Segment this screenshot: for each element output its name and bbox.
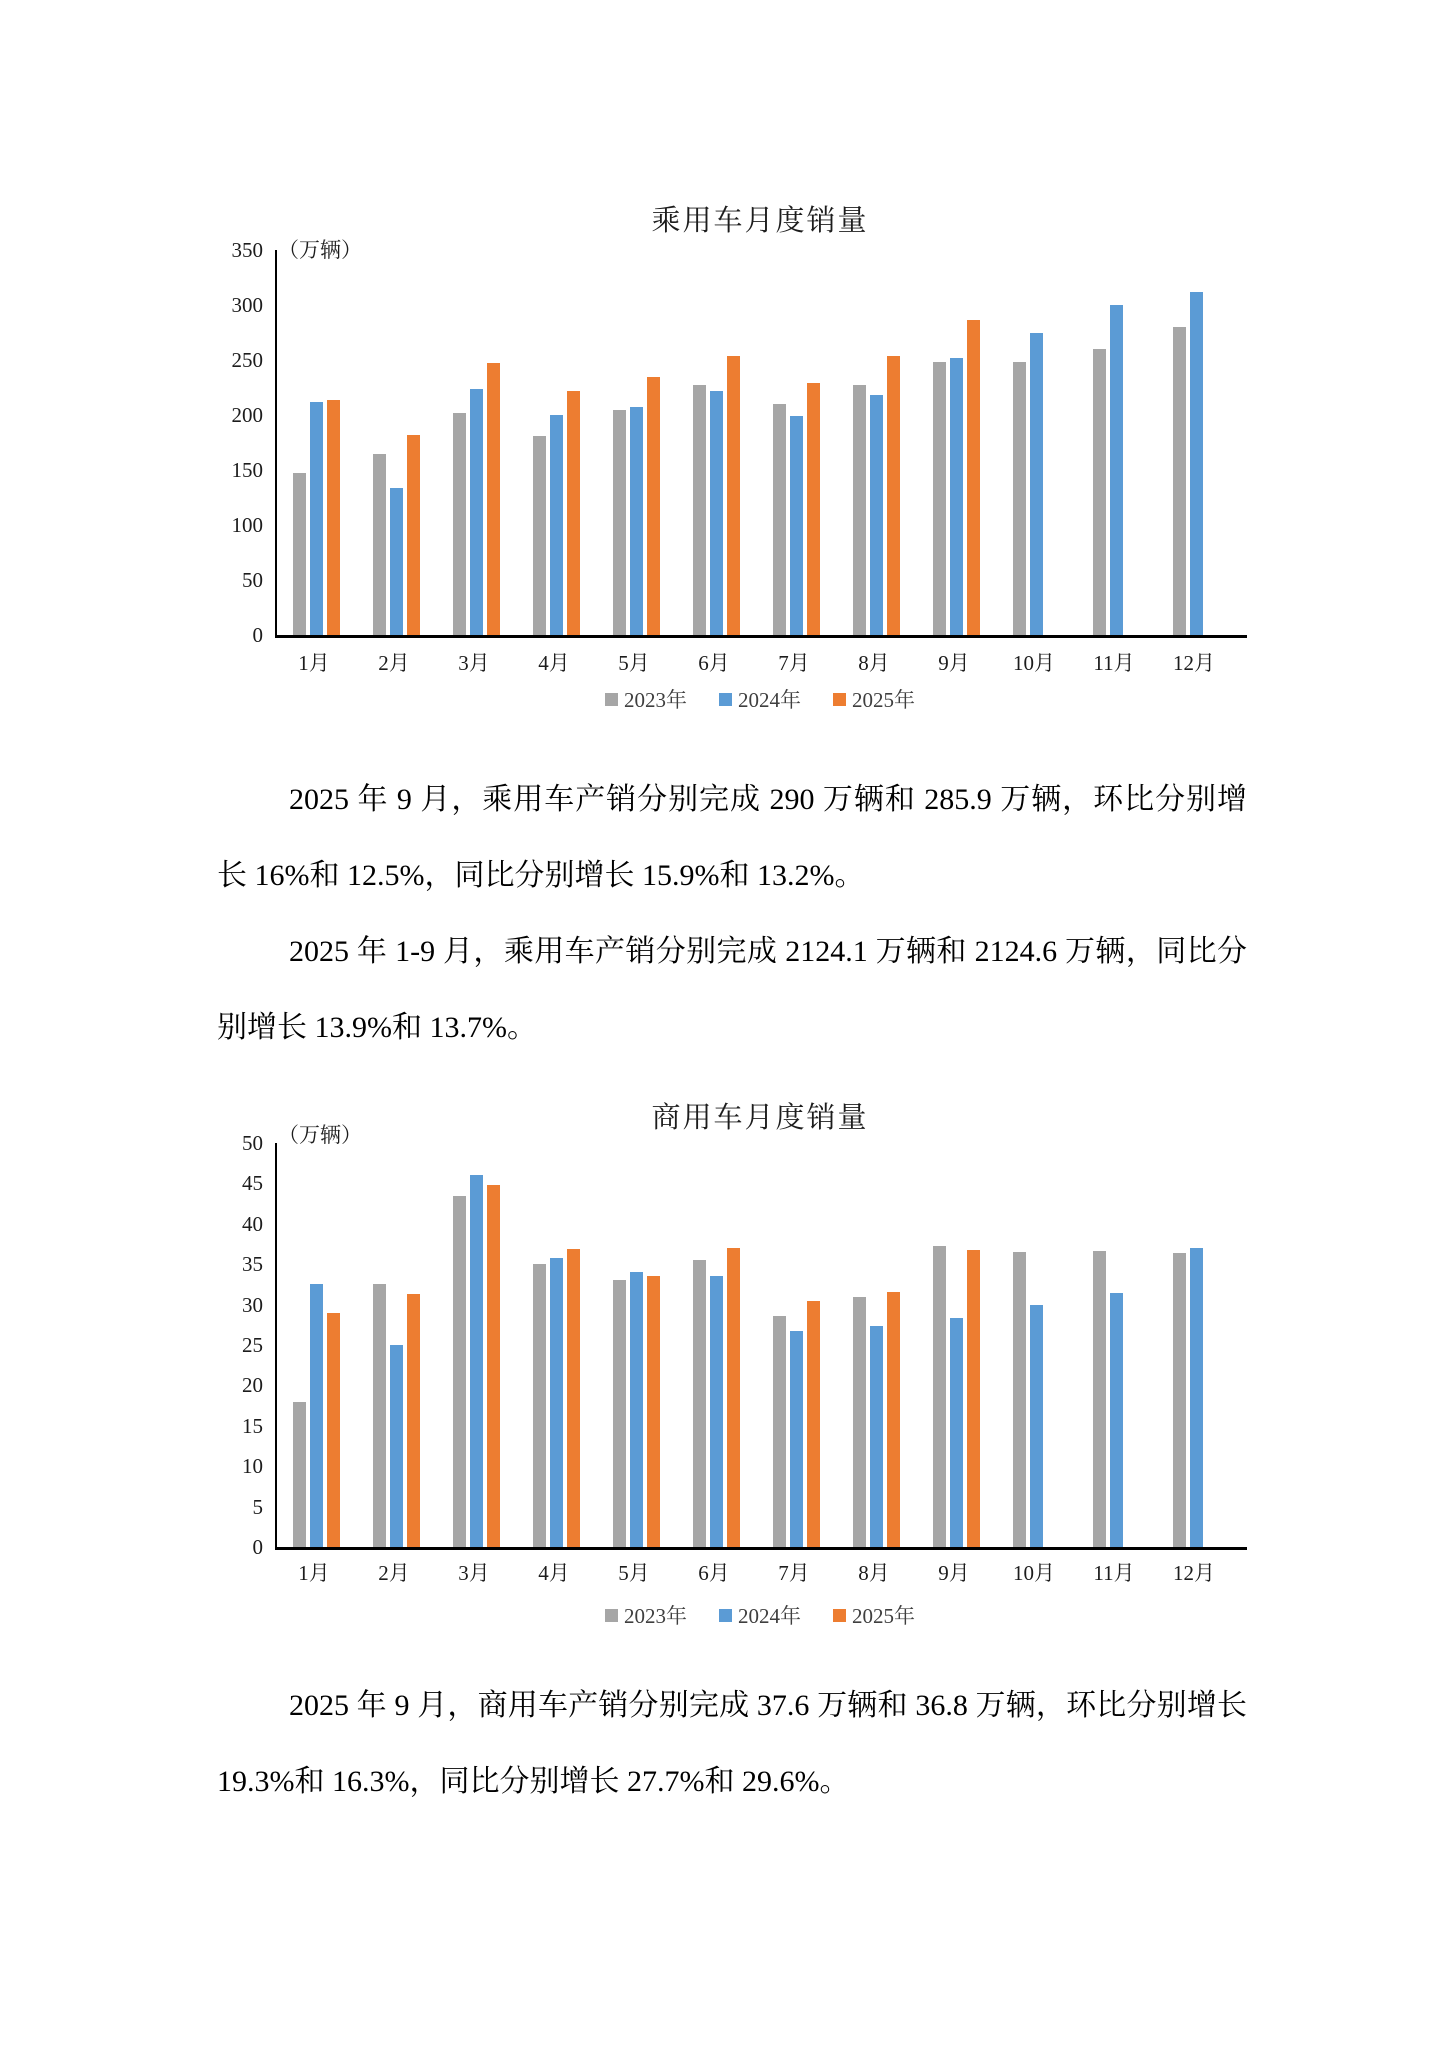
- x-tick-label: 3月: [458, 1561, 490, 1585]
- legend-swatch: [605, 693, 618, 706]
- bar-2025年-4月: [567, 1249, 580, 1547]
- bar-2025年-8月: [887, 1292, 900, 1547]
- bar-2025年-5月: [647, 377, 660, 636]
- y-tick-label: 0: [252, 623, 263, 647]
- x-tick-label: 5月: [618, 651, 650, 675]
- x-tick-label: 6月: [698, 1561, 730, 1585]
- legend-swatch: [719, 693, 732, 706]
- y-tick-label: 10: [242, 1454, 263, 1479]
- chart-legend: [275, 1600, 1245, 1630]
- bar-2024年-8月: [870, 395, 883, 635]
- bar-2025年-2月: [407, 435, 420, 635]
- bar-2024年-5月: [630, 407, 643, 635]
- x-tick-label: 6月: [698, 651, 730, 675]
- y-tick-label: 25: [242, 1333, 263, 1357]
- bar-2025年-6月: [727, 356, 740, 635]
- paragraph-commercial-month: 2025 年 9 月，商用车产销分别完成 37.6 万辆和 36.8 万辆，环比分别增长 19.3%和 16.3%，同比分别增长 27.7%和 29.6%。: [217, 1689, 1247, 1798]
- bar-2025年-7月: [807, 383, 820, 635]
- x-tick-label: 12月: [1173, 1561, 1215, 1585]
- bar-2024年-4月: [550, 1258, 563, 1547]
- bar-2024年-12月: [1190, 292, 1203, 635]
- bar-2023年-12月: [1173, 327, 1186, 635]
- paragraph-passenger-month: 2025 年 9 月，乘用车产销分别完成 290 万辆和 285.9 万辆，环比分别增长 16%和 12.5%，同比分别增长 15.9%和 13.2%。: [217, 783, 1247, 892]
- bar-2023年-12月: [1173, 1253, 1186, 1547]
- bar-2024年-2月: [390, 488, 403, 635]
- y-tick-label: 50: [242, 1131, 263, 1155]
- bar-2023年-2月: [373, 1284, 386, 1547]
- bar-2024年-9月: [950, 1318, 963, 1548]
- bar-2024年-4月: [550, 415, 563, 635]
- bar-2024年-3月: [470, 389, 483, 635]
- bar-2023年-10月: [1013, 362, 1026, 635]
- chart-title: 乘用车月度销量: [651, 205, 869, 237]
- legend-swatch: [605, 1609, 618, 1622]
- chart-legend: [275, 684, 1245, 714]
- bar-2023年-8月: [853, 385, 866, 635]
- bar-2023年-9月: [933, 1246, 946, 1547]
- y-tick-label: 150: [231, 458, 263, 482]
- bar-2024年-11月: [1110, 1293, 1123, 1548]
- bar-2025年-9月: [967, 320, 980, 635]
- legend-item: [605, 1600, 687, 1630]
- legend-item: [833, 1600, 915, 1630]
- x-tick-label: 4月: [538, 1561, 570, 1585]
- x-tick-label: 5月: [618, 1561, 650, 1585]
- bar-2023年-6月: [693, 385, 706, 635]
- bar-2025年-6月: [727, 1248, 740, 1547]
- axis-unit-label: （万辆）: [278, 1123, 362, 1147]
- bar-2023年-7月: [773, 404, 786, 635]
- bar-2024年-5月: [630, 1272, 643, 1548]
- bar-2023年-1月: [293, 473, 306, 635]
- bar-2025年-8月: [887, 356, 900, 635]
- x-tick-label: 8月: [858, 651, 890, 675]
- bar-2023年-1月: [293, 1402, 306, 1547]
- bar-2023年-7月: [773, 1316, 786, 1547]
- x-tick-label: 2月: [378, 651, 410, 675]
- bar-2023年-6月: [693, 1260, 706, 1547]
- bar-2025年-3月: [487, 363, 500, 635]
- x-axis-labels: [275, 647, 1245, 677]
- y-tick-label: 5: [252, 1494, 263, 1519]
- x-tick-label: 11月: [1093, 651, 1135, 675]
- bar-2025年-5月: [647, 1276, 660, 1548]
- bar-2024年-9月: [950, 358, 963, 635]
- commercial-vehicle-chart: [0, 1085, 1456, 1650]
- bar-2023年-4月: [533, 1264, 546, 1547]
- bar-2023年-9月: [933, 362, 946, 635]
- x-tick-label: 12月: [1173, 651, 1215, 675]
- y-tick-label: 45: [242, 1171, 263, 1196]
- bar-2023年-11月: [1093, 349, 1106, 635]
- y-tick-label: 20: [242, 1373, 263, 1398]
- legend-label: 2023年: [624, 688, 687, 712]
- x-tick-label: 10月: [1013, 651, 1055, 675]
- legend-item: [719, 1600, 801, 1630]
- y-tick-label: 30: [242, 1292, 263, 1317]
- bar-2024年-1月: [310, 1284, 323, 1547]
- bar-2024年-7月: [790, 1331, 803, 1547]
- bar-2024年-7月: [790, 416, 803, 635]
- bar-2023年-3月: [453, 1196, 466, 1548]
- bar-2024年-6月: [710, 391, 723, 635]
- bar-2025年-7月: [807, 1301, 820, 1547]
- y-tick-label: 0: [252, 1535, 263, 1559]
- bar-2024年-3月: [470, 1175, 483, 1547]
- passenger-car-chart: [0, 190, 1456, 735]
- bar-2023年-3月: [453, 413, 466, 635]
- bar-2025年-3月: [487, 1185, 500, 1547]
- legend-swatch: [833, 1609, 846, 1622]
- legend-label: 2024年: [738, 688, 801, 712]
- x-tick-label: 2月: [378, 1561, 410, 1585]
- plot-area: [231, 238, 1247, 647]
- x-tick-label: 10月: [1013, 1561, 1055, 1585]
- axis-unit-label: （万辆）: [278, 238, 362, 262]
- bar-2023年-5月: [613, 410, 626, 636]
- bar-2024年-11月: [1110, 305, 1123, 635]
- legend-swatch: [719, 1609, 732, 1622]
- legend-label: 2024年: [738, 1604, 801, 1628]
- x-tick-label: 1月: [298, 651, 330, 675]
- y-tick-label: 350: [231, 238, 263, 262]
- y-tick-label: 300: [231, 293, 263, 317]
- bar-2023年-8月: [853, 1297, 866, 1548]
- bar-2024年-6月: [710, 1276, 723, 1548]
- x-tick-label: 3月: [458, 651, 490, 675]
- legend-label: 2023年: [624, 1604, 687, 1628]
- y-tick-label: 250: [231, 348, 263, 372]
- legend-label: 2025年: [852, 688, 915, 712]
- bar-2024年-10月: [1030, 1305, 1043, 1547]
- bar-2024年-8月: [870, 1326, 883, 1547]
- legend-item: [605, 684, 687, 714]
- x-tick-label: 4月: [538, 651, 570, 675]
- y-tick-label: 50: [242, 568, 263, 592]
- x-tick-label: 9月: [938, 1561, 970, 1585]
- bar-2025年-1月: [327, 400, 340, 635]
- bar-2023年-4月: [533, 436, 546, 635]
- x-tick-label: 8月: [858, 1561, 890, 1585]
- x-tick-label: 7月: [778, 1561, 810, 1585]
- bar-2023年-11月: [1093, 1251, 1106, 1547]
- y-tick-label: 35: [242, 1252, 263, 1277]
- bar-2024年-2月: [390, 1345, 403, 1547]
- bar-2024年-10月: [1030, 333, 1043, 636]
- bar-2023年-10月: [1013, 1252, 1026, 1547]
- bar-2025年-4月: [567, 391, 580, 635]
- x-tick-label: 9月: [938, 651, 970, 675]
- y-tick-label: 15: [242, 1413, 263, 1438]
- bar-2025年-1月: [327, 1313, 340, 1547]
- bar-2024年-1月: [310, 402, 323, 635]
- y-tick-label: 200: [231, 403, 263, 427]
- legend-item: [719, 684, 801, 714]
- legend-label: 2025年: [852, 1604, 915, 1628]
- y-tick-label: 100: [231, 513, 263, 537]
- x-tick-label: 11月: [1093, 1561, 1135, 1585]
- bar-2023年-2月: [373, 454, 386, 636]
- bar-2025年-2月: [407, 1294, 420, 1547]
- chart-title: 商用车月度销量: [651, 1102, 869, 1134]
- x-tick-label: 7月: [778, 651, 810, 675]
- x-tick-label: 1月: [298, 1561, 330, 1585]
- bar-2025年-9月: [967, 1250, 980, 1547]
- legend-swatch: [833, 693, 846, 706]
- y-tick-label: 40: [242, 1211, 263, 1236]
- x-axis-labels: [275, 1557, 1245, 1587]
- legend-item: [833, 684, 915, 714]
- bar-2024年-12月: [1190, 1248, 1203, 1547]
- paragraph-passenger-ytd: 2025 年 1-9 月，乘用车产销分别完成 2124.1 万辆和 2124.6 万辆，同比分别增长 13.9%和 13.7%。: [217, 935, 1247, 1044]
- bar-2023年-5月: [613, 1280, 626, 1547]
